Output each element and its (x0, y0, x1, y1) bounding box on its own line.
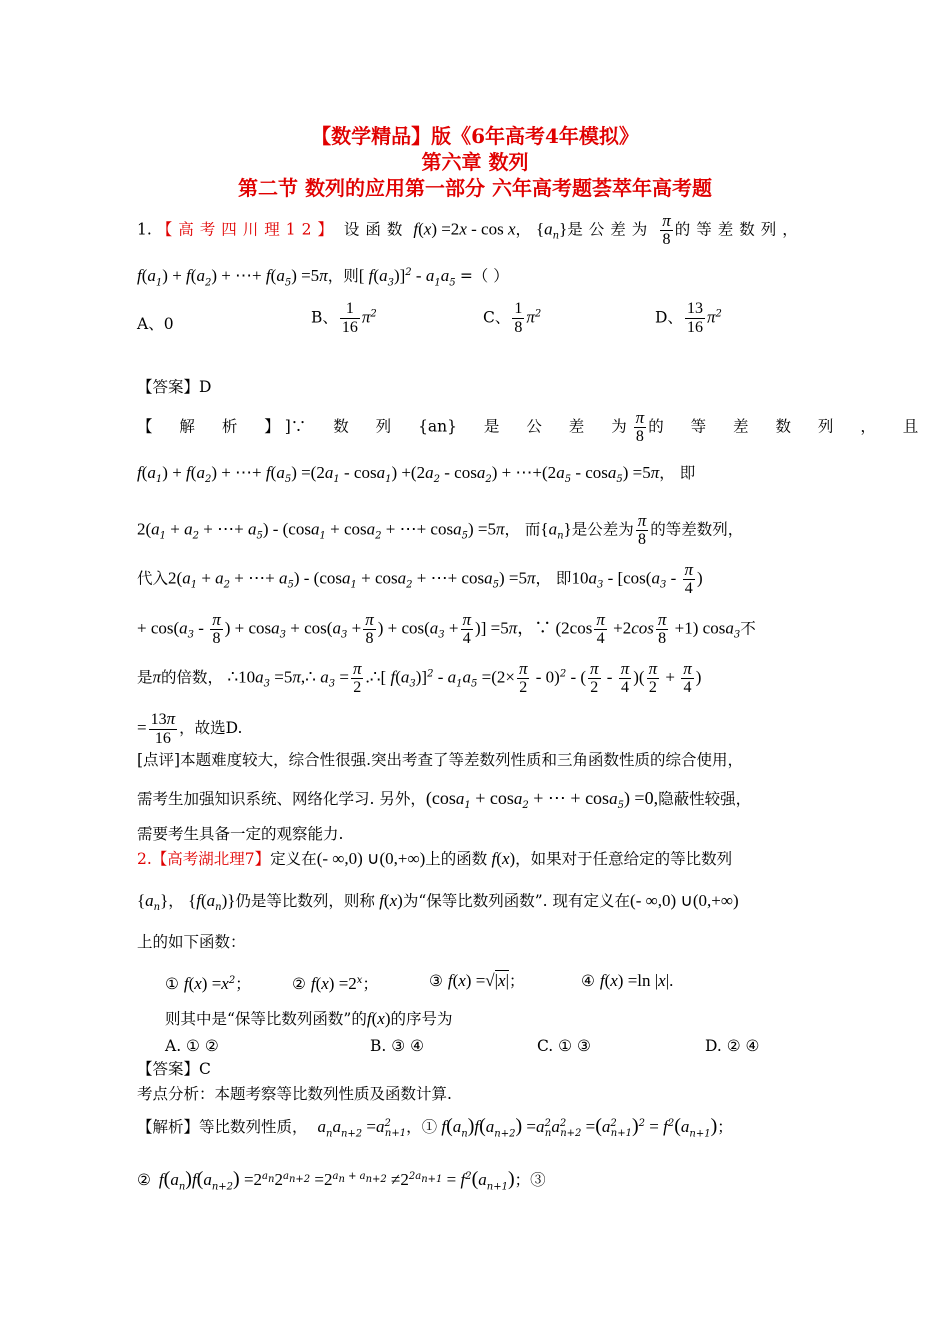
q1-comment1: [点评]本题难度较大，综合性很强.突出考查了等差数列性质和三角函数性质的综合使用， (137, 751, 744, 769)
q1-comment2: 需考生加强知识系统、网络化学习. 另外，(cosa$_1$ + cosa$_2$ + ⋯ + cosa$_5$) =0,隐蔽性较强， (137, 788, 752, 812)
q2-analysis: 【解析】等比数列性质， $a_na_{n+2} =a^2_{n+1}$，① $f(a_n)f(a_{n+2}) =a^2_na^2_{n+2} =(a^2_{n+1})^2 = f^2(a_{n+1})$； (137, 1115, 733, 1140)
q1-stem: 1. 【高考四川理12】 设函数 f(x) =2x - cos x， $\{a_n\}$是公差为 $\frac{\pi}{8}$ 的等差数列， (137, 211, 804, 248)
q1-analysis-line6: 是π的倍数， $\therefore 10a_3$ =5π,∴ $a_3$ = $\frac{\pi}{2}$ .∴[ $f(a_3)]^2 - a_1a_5 =(2\times$ $\frac{\pi}{2}$ - 0)$^2$ - ( $\frac{\pi}{2}$ - $\frac{\pi}{4}$ )( $\frac{\pi}{2}$ + $\frac{\pi}{4}$ ) (137, 659, 702, 696)
q1-source: 【高考四川理12】 (156, 220, 339, 239)
q1-analysis-line1: 【 解 析 】 ]∵ 数 列 {an} 是 公 差 为 $\frac{\pi}{8}$ 的 等 差 数 列 ， 且 (137, 408, 919, 445)
q1-analysis-line7: = $\frac{13\pi}{16}$ ，故选D. (137, 709, 243, 747)
q2-function-1: ① $f(x) =x^2$； (165, 974, 251, 994)
q1-analysis-line2: $f(a_1) + f(a_2)$ + ⋯+ $f(a_5) =(2a_1 - \cos a_1) +(2a_2 - \cos a_2)$ + $\cdots+(2a_5 - \cos a_5) =5\pi$， 即 (137, 463, 696, 486)
q2-line2: $\{a_n\}$， $\{f(a_n)\}$仍是等比数列，则称 f(x)为“保等比数列函数”. 现有定义在(- ∞,0) ∪(0,+∞) (137, 891, 739, 914)
q2-option-b: B. ③ ④ (370, 1037, 424, 1055)
q2-function-3: ③ f(x) =√|x|； (429, 971, 525, 990)
q2-function-4: ④ f(x) =ln |x|. (581, 971, 674, 990)
doc-title-line1: 【数学精品】版《6年高考4年模拟》 (311, 124, 639, 148)
q2-function-2: ② $f(x) =2^x$； (292, 974, 378, 994)
q1-option-d: D、 $\frac{13}{16}$ $\pi^2$ (655, 300, 722, 336)
q1-option-c: C、 $\frac{1}{8}$ $\pi^2$ (483, 300, 542, 336)
q1-analysis-line5: + $\cos(a_3$ - $\frac{\pi}{8}$ ) + $\cos a_3 + \cos(a_3$ + $\frac{\pi}{8}$ ) + $\cos(a_3$ + $\frac{\pi}{4}$ )] =5π，∵ (2cos $\frac{\pi}{4}$ +2cos $\frac{\pi}{8}$ +1) cosa$_3$不 (137, 610, 756, 647)
q2-option-d: D. ② ④ (705, 1037, 760, 1055)
q2-stem: 2.【高考湖北理7】定义在(- ∞,0) ∪(0,+∞)上的函数 f(x)，如果对于任意给定的等比数列 (137, 849, 733, 868)
q1-comment3: 需要考生具备一定的观察能力. (137, 825, 344, 843)
q2-ask: 则其中是“保等比数列函数”的f(x)的序号为 (165, 1009, 453, 1028)
q1-analysis-line3: $2(a_1 + a_2$ + ⋯+ $a_5) - (\cos a_1 + \cos a_2$ + ⋯+ cosa$_5$) =5π， 而$\{a_n\}$是公差为 $\frac{\pi}{8}$ 的等差数列， (137, 511, 744, 548)
q1-option-a: A、0 (137, 315, 174, 333)
q2-option-a: A. ① ② (165, 1037, 219, 1055)
q2-source: 【高考湖北理7】 (151, 850, 271, 868)
doc-title-line3: 第二节 数列的应用第一部分 六年高考题荟萃年高考题 (238, 176, 712, 200)
q2-answer: 【答案】C (137, 1060, 211, 1078)
doc-title-line2: 第六章 数列 (421, 150, 529, 174)
q2-analysis-line2: ② $f(a_n)f(a_{n+2}) =2^{a_n}2^{a_{n+2}} =2^{a_n + a_{n+2}} \ne 2^{2a_{n+1}} = f^2(a_{n+1})$；③ (137, 1168, 546, 1193)
q2-point: 考点分析：本题考察等比数列性质及函数计算. (137, 1085, 452, 1103)
q1-option-b: B、 $\frac{1}{16}$ $\pi^2$ (311, 300, 377, 336)
q2-option-c: C. ① ③ (537, 1037, 591, 1055)
q1-answer: 【答案】D (137, 378, 212, 396)
q1-condition: $f(a_1) + f(a_2)$ + ⋯+ $f(a_5) =5\pi$，则[ $f(a_3)]^2 - a_1a_5$ =（ ） (137, 266, 509, 289)
q2-line3: 上的如下函数： (137, 933, 246, 951)
q1-analysis-line4: 代入$2(a_1 + a_2$ + ⋯+ $a_5) - (\cos a_1 + \cos a_2$ + ⋯+ cosa$_5$) =5π， 即$10a_3 - [\cos(a_3$ - $\frac{\pi}{4}$ ) (137, 560, 703, 597)
